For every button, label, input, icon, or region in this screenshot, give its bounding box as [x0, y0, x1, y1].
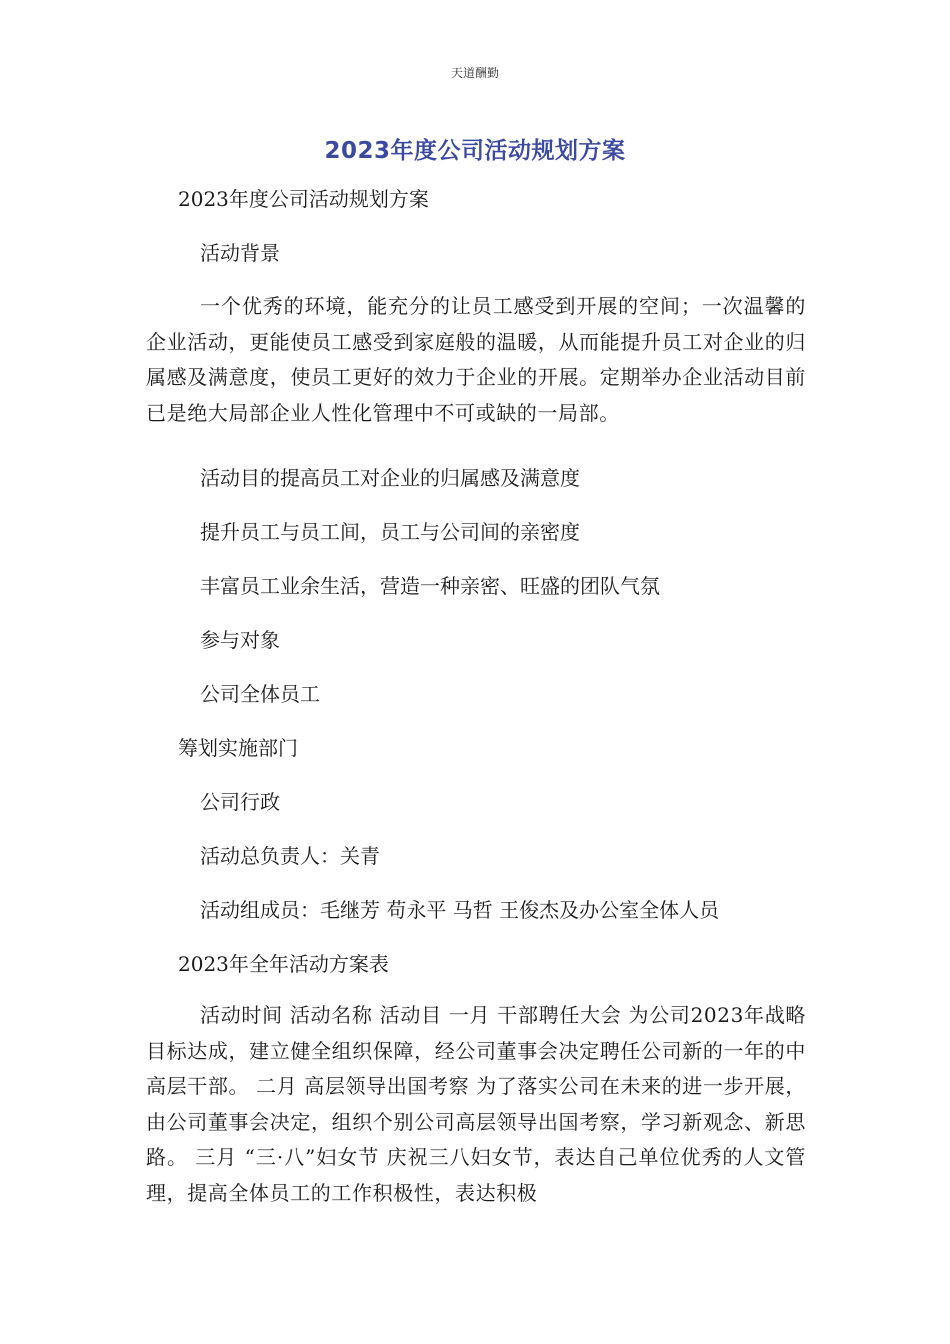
purpose-line-3: 丰富员工业余生活，营造一种亲密、旺盛的团队气氛: [200, 574, 660, 598]
department-heading: 筹划实施部门: [178, 736, 298, 760]
activity-leader: 活动总负责人：关青: [200, 844, 380, 868]
background-paragraph: 一个优秀的环境，能充分的让员工感受到开展的空间；一次温馨的企业活动，更能使员工感受到家庭般的温暖，从而能提升员工对企业的归属感及满意度，使员工更好的效力于企业的开展。定期举办企业活动目前已是绝大局部企业人性化管理中不可或缺的一局部。: [146, 294, 806, 425]
activity-members: 活动组成员：毛继芳 苟永平 马哲 王俊杰及办公室全体人员: [200, 898, 720, 922]
document-title: 2023年度公司活动规划方案: [324, 138, 626, 164]
schedule-heading: 2023年全年活动方案表: [178, 952, 389, 976]
page-header: 天道酬勤: [450, 66, 499, 80]
schedule-paragraph: 活动时间 活动名称 活动目 一月 干部聘任大会 为公司2023年战略目标达成，建立健全组织保障，经公司董事会决定聘任公司新的一年的中高层干部。 二月 高层领导出国考察 为了落实公司在未来的进一步开展，由公司董事会决定，组织个别公司高层领导出国考察，学习新观念、新思路。 三月 “三·八”妇女节 庆祝三八妇女节，表达自己单位优秀的人文管理，提高全体员工的工作积极性，表达积极: [146, 1003, 806, 1205]
purpose-line-1: 活动目的提高员工对企业的归属感及满意度: [200, 466, 580, 490]
purpose-line-2: 提升员工与员工间，员工与公司间的亲密度: [200, 520, 580, 544]
background-heading: 活动背景: [200, 241, 280, 265]
participants: 公司全体员工: [200, 682, 320, 706]
department: 公司行政: [200, 790, 280, 814]
subtitle: 2023年度公司活动规划方案: [178, 187, 429, 211]
participants-heading: 参与对象: [200, 628, 280, 652]
